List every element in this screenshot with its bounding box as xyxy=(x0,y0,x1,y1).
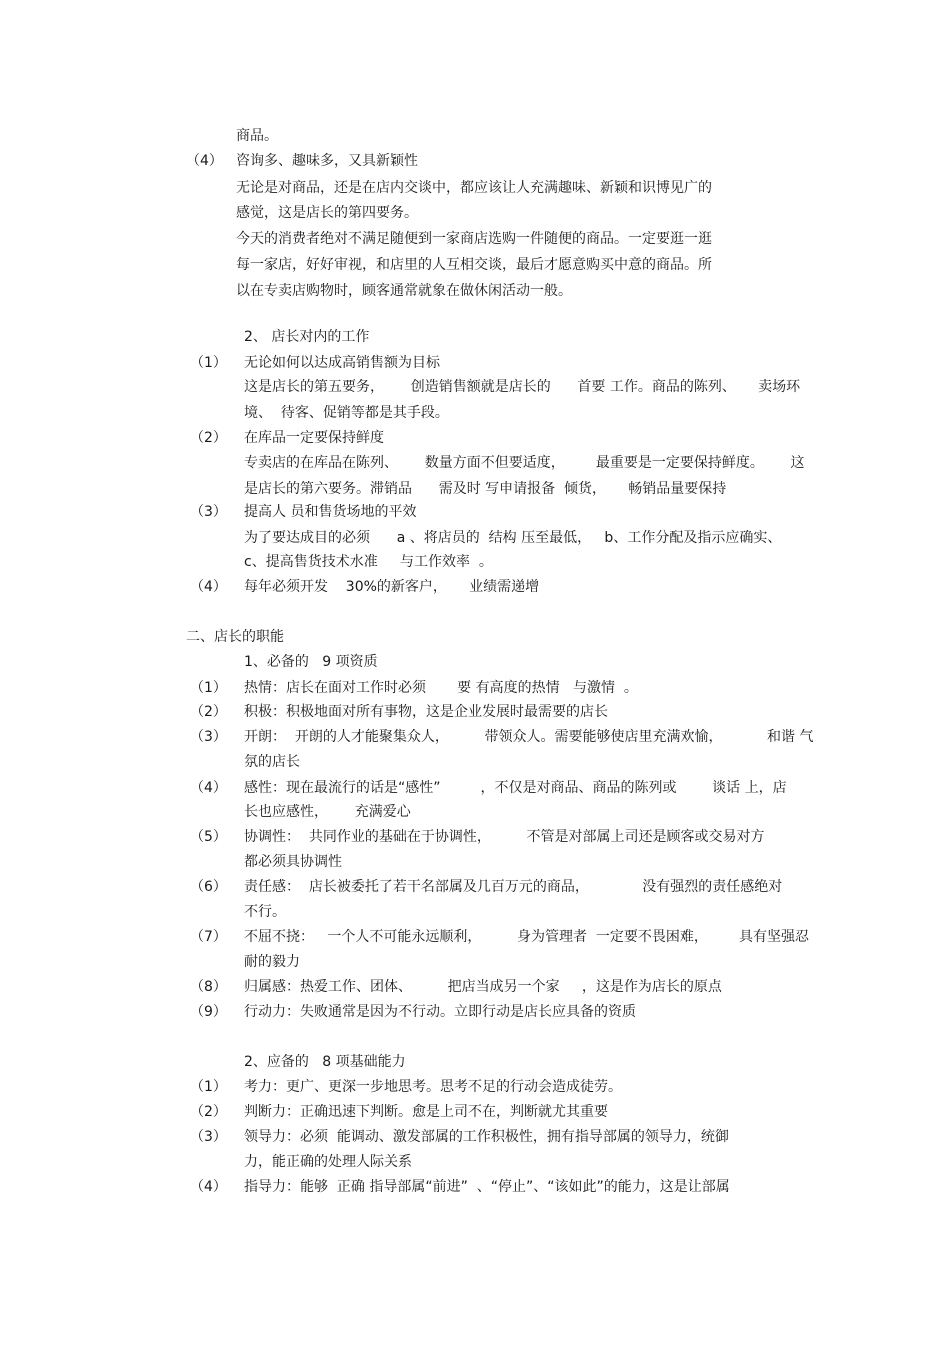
item-number: （9） xyxy=(190,1004,227,1020)
text-line: 为了要达成目的必须 a 、将店员的 结构 压至最低， b、工作分配及指示应确实、 xyxy=(244,530,782,546)
section-heading: 1、必备的 9 项资质 xyxy=(244,654,378,670)
item-text: 协调性： 共同作业的基础在于协调性， 不管是对部属上司还是顾客或交易对方 xyxy=(244,829,765,845)
item-heading: 咨询多、趣味多，又具新颖性 xyxy=(236,153,418,169)
item-text: 积极：积极地面对所有事物，这是企业发展时最需要的店长 xyxy=(244,704,608,720)
item-number: （5） xyxy=(190,829,227,845)
item-number: （1） xyxy=(190,355,227,371)
item-number: （7） xyxy=(190,929,227,945)
item-number: （3） xyxy=(190,504,227,520)
item-number: （4） xyxy=(190,1179,227,1195)
text-line: 长也应感性， 充满爱心 xyxy=(244,804,411,820)
item-text: 开朗： 开朗的人才能聚集众人， 带领众人。需要能够使店里充满欢愉， 和谐 气 xyxy=(244,729,814,745)
text-line: c、提高售货技术水准 与工作效率 。 xyxy=(244,554,493,570)
item-number: （4） xyxy=(186,153,223,169)
item-heading: 在库品一定要保持鲜度 xyxy=(244,430,384,446)
item-text: 指导力：能够 正确 指导部属“前进” 、“停止”、“该如此”的能力，这是让部属 xyxy=(244,1179,730,1195)
item-number: （4） xyxy=(190,780,227,796)
item-heading: 每年必须开发 30%的新客户， 业绩需递增 xyxy=(244,579,540,595)
item-number: （3） xyxy=(190,729,227,745)
text-line: 每一家店，好好审视，和店里的人互相交谈，最后才愿意购买中意的商品。所 xyxy=(236,257,712,273)
item-text: 热情：店长在面对工作时必须 要 有高度的热情 与激情 。 xyxy=(244,680,638,696)
text-line: 境、 待客、促销等都是其手段。 xyxy=(244,405,449,421)
item-text: 考力：更广、更深一步地思考。思考不足的行动会造成徒劳。 xyxy=(244,1079,622,1095)
chapter-heading: 二、店长的职能 xyxy=(186,629,284,645)
text-line: 无论是对商品，还是在店内交谈中，都应该让人充满趣味、新颖和识博见广的 xyxy=(236,180,712,196)
item-number: （8） xyxy=(190,979,227,995)
item-number: （1） xyxy=(190,680,227,696)
text-line: 专卖店的在库品在陈列、 数量方面不但要适度， 最重要是一定要保持鲜度。 这 xyxy=(244,455,805,471)
item-number: （3） xyxy=(190,1129,227,1145)
item-text: 归属感：热爱工作、团体、 把店当成另一个家 ，这是作为店长的原点 xyxy=(244,979,722,995)
item-heading: 无论如何以达成高销售额为目标 xyxy=(244,355,440,371)
item-text: 感性：现在最流行的话是“感性” ，不仅是对商品、商品的陈列或 谈话 上，店 xyxy=(244,780,787,796)
section-heading: 2、应备的 8 项基础能力 xyxy=(244,1054,406,1070)
text-line: 氛的店长 xyxy=(244,754,300,770)
item-number: （2） xyxy=(190,1104,227,1120)
text-line: 不行。 xyxy=(244,904,286,920)
text-line: 力，能正确的处理人际关系 xyxy=(244,1154,412,1170)
item-text: 责任感： 店长被委托了若干名部属及几百万元的商品， 没有强烈的责任感绝对 xyxy=(244,879,783,895)
item-number: （4） xyxy=(190,579,227,595)
text-line: 都必须具协调性 xyxy=(244,854,342,870)
item-text: 行动力：失败通常是因为不行动。立即行动是店长应具备的资质 xyxy=(244,1004,636,1020)
item-text: 判断力：正确迅速下判断。愈是上司不在，判断就尤其重要 xyxy=(244,1104,608,1120)
text-line: 商品。 xyxy=(236,128,278,144)
text-line: 耐的毅力 xyxy=(244,954,300,970)
item-heading: 提高人 员和售货场地的平效 xyxy=(244,504,417,520)
text-line: 这是店长的第五要务， 创造销售额就是店长的 首要 工作。商品的陈列、 卖场环 xyxy=(244,379,801,395)
item-text: 不屈不挠： 一个人不可能永远顺利， 身为管理者 一定要不畏困难， 具有坚强忍 xyxy=(244,929,810,945)
item-number: （2） xyxy=(190,704,227,720)
item-text: 领导力：必须 能调动、激发部属的工作积极性，拥有指导部属的领导力，统御 xyxy=(244,1129,729,1145)
item-number: （1） xyxy=(190,1079,227,1095)
section-heading: 2、 店长对内的工作 xyxy=(244,329,370,345)
item-number: （6） xyxy=(190,879,227,895)
text-line: 以在专卖店购物时，顾客通常就象在做休闲活动一般。 xyxy=(236,283,572,299)
item-number: （2） xyxy=(190,430,227,446)
text-line: 感觉，这是店长的第四要务。 xyxy=(236,205,418,221)
text-line: 今天的消费者绝对不满足随便到一家商店选购一件随便的商品。一定要逛一逛 xyxy=(236,231,712,247)
text-line: 是店长的第六要务。滞销品 需及时 写申请报备 倾货， 畅销品量要保持 xyxy=(244,481,727,497)
